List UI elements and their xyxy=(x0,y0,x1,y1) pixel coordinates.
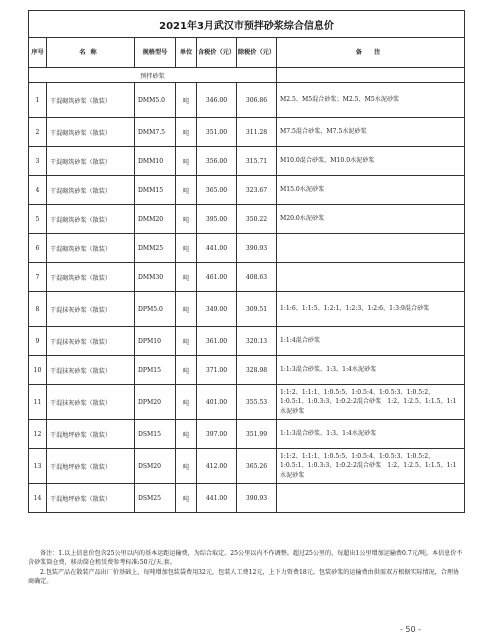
note-line-2: 2.包装产品在散装产品出厂价基础上，每吨增加包装袋费用32元，包装人工费12元，上下力资费18元。包装砂浆的运输费由供需双方根据实际情况，合理协商确定。 xyxy=(28,568,460,586)
price-tax-incl: 346.00 xyxy=(197,83,237,118)
header-no: 序号 xyxy=(29,38,47,68)
header-name: 名称 xyxy=(47,38,135,68)
spec-model: DSM20 xyxy=(135,449,176,484)
remark xyxy=(277,263,465,292)
product-name: 干混抹灰砂浆（散装） xyxy=(47,356,135,385)
table-row xyxy=(29,292,465,327)
product-name: 干混地坪砂浆（散装） xyxy=(47,420,135,449)
table-row xyxy=(29,118,465,147)
row-number: 3 xyxy=(29,147,47,176)
unit: 吨 xyxy=(176,83,197,118)
table-row xyxy=(29,83,465,118)
price-tax-incl: 351.00 xyxy=(197,118,237,147)
row-number: 4 xyxy=(29,176,47,205)
table-row xyxy=(29,234,465,263)
price-tax-excl: 351.99 xyxy=(237,420,277,449)
product-name: 干混砌筑砂浆（散装） xyxy=(47,234,135,263)
unit: 吨 xyxy=(176,385,197,420)
price-tax-excl: 309.51 xyxy=(237,292,277,327)
row-number: 10 xyxy=(29,356,47,385)
spec-model: DMM25 xyxy=(135,234,176,263)
price-tax-incl: 356.00 xyxy=(197,147,237,176)
header-note: 备 注 xyxy=(277,38,465,68)
price-tax-incl: 371.00 xyxy=(197,356,237,385)
price-tax-excl: 355.53 xyxy=(237,385,277,420)
row-number: 8 xyxy=(29,292,47,327)
price-tax-incl: 401.00 xyxy=(197,385,237,420)
note-line-1: 备注：1.以上信息价包含25公里以内的基本运距运输费，为综合取定。25公里以内不作调整。超过25公里的，每超出1公里增加运输费0.7元/吨。本信息价不含砂浆筒仓费，移动筒仓租赁费参考标准:50元/天.套。 xyxy=(28,550,463,567)
spec-model: DMM7.5 xyxy=(135,118,176,147)
product-name: 干混砌筑砂浆（散装） xyxy=(47,205,135,234)
table-row xyxy=(29,385,465,420)
price-tax-excl: 390.93 xyxy=(237,484,277,513)
section-label: 预拌砂浆 xyxy=(29,68,277,83)
price-tax-excl: 350.22 xyxy=(237,205,277,234)
page-number: - 50 - xyxy=(400,625,422,634)
remark: M2.5、M5混合砂浆；M2.5、M5水泥砂浆 xyxy=(277,83,465,118)
remark: 1:1:3混合砂浆、1:3、1:4水泥砂浆 xyxy=(277,420,465,449)
remark xyxy=(277,234,465,263)
product-name: 干混抹灰砂浆（散装） xyxy=(47,292,135,327)
unit: 吨 xyxy=(176,449,197,484)
product-name: 干混砌筑砂浆（散装） xyxy=(47,176,135,205)
product-name: 干混砌筑砂浆（散装） xyxy=(47,83,135,118)
unit: 吨 xyxy=(176,327,197,356)
price-tax-excl: 311.28 xyxy=(237,118,277,147)
spec-model: DMM10 xyxy=(135,147,176,176)
unit: 吨 xyxy=(176,176,197,205)
price-tax-incl: 461.00 xyxy=(197,263,237,292)
unit: 吨 xyxy=(176,263,197,292)
spec-model: DMM20 xyxy=(135,205,176,234)
unit: 吨 xyxy=(176,292,197,327)
table-row xyxy=(29,147,465,176)
page-title: 2021年3月武汉市预拌砂浆综合信息价 xyxy=(29,11,465,38)
price-tax-incl: 349.00 xyxy=(197,292,237,327)
row-number: 13 xyxy=(29,449,47,484)
header-row xyxy=(29,38,465,68)
spec-model: DPM20 xyxy=(135,385,176,420)
remark: 1:1:4混合砂浆 xyxy=(277,327,465,356)
spec-model: DPM15 xyxy=(135,356,176,385)
spec-model: DPM10 xyxy=(135,327,176,356)
remark: 1:1:6、1:1:5、1:2:1、1:2:3、1:2:6、1:3:9混合砂浆 xyxy=(277,292,465,327)
price-tax-incl: 441.00 xyxy=(197,234,237,263)
spec-model: DMM15 xyxy=(135,176,176,205)
product-name: 干混抹灰砂浆（散装） xyxy=(47,327,135,356)
price-tax-incl: 361.00 xyxy=(197,327,237,356)
header-spec: 规格型号 xyxy=(135,38,176,68)
row-number: 14 xyxy=(29,484,47,513)
header-tax-incl: 含税价（元） xyxy=(197,38,237,68)
unit: 吨 xyxy=(176,234,197,263)
price-tax-incl: 441.00 xyxy=(197,484,237,513)
row-number: 5 xyxy=(29,205,47,234)
row-number: 7 xyxy=(29,263,47,292)
row-number: 2 xyxy=(29,118,47,147)
remark: M7.5混合砂浆、M7.5水泥砂浆 xyxy=(277,118,465,147)
unit: 吨 xyxy=(176,118,197,147)
section-note-blank xyxy=(277,68,465,83)
table-row xyxy=(29,205,465,234)
price-tax-excl: 328.98 xyxy=(237,356,277,385)
remark: M15.0水泥砂浆 xyxy=(277,176,465,205)
unit: 吨 xyxy=(176,205,197,234)
price-tax-excl: 408.63 xyxy=(237,263,277,292)
table-row xyxy=(29,420,465,449)
spec-model: DSM25 xyxy=(135,484,176,513)
price-tax-excl: 306.86 xyxy=(237,83,277,118)
table-row xyxy=(29,449,465,484)
remark: M10.0混合砂浆、M10.0水泥砂浆 xyxy=(277,147,465,176)
price-tax-incl: 397.00 xyxy=(197,420,237,449)
table-row xyxy=(29,176,465,205)
remark: M20.0水泥砂浆 xyxy=(277,205,465,234)
unit: 吨 xyxy=(176,356,197,385)
price-tax-incl: 365.00 xyxy=(197,176,237,205)
product-name: 干混地坪砂浆（散装） xyxy=(47,484,135,513)
row-number: 9 xyxy=(29,327,47,356)
product-name: 干混砌筑砂浆（散装） xyxy=(47,118,135,147)
row-number: 11 xyxy=(29,385,47,420)
table-row xyxy=(29,484,465,513)
row-number: 6 xyxy=(29,234,47,263)
price-tax-excl: 323.67 xyxy=(237,176,277,205)
price-tax-excl: 315.71 xyxy=(237,147,277,176)
product-name: 干混砌筑砂浆（散装） xyxy=(47,263,135,292)
table-body xyxy=(29,83,465,513)
remark: 1:1:2、1:1:1、1:0.5:5、1:0.5:4、1:0.5:3、1:0.5:2、1:0.5:1、1:0.3:3、1:0.2:2混合砂浆 1:2、1:2.5、1:1.5、1:1水泥砂浆 xyxy=(277,449,465,484)
spec-model: DMM30 xyxy=(135,263,176,292)
remark xyxy=(277,484,465,513)
price-tax-incl: 395.00 xyxy=(197,205,237,234)
row-number: 1 xyxy=(29,83,47,118)
spec-model: DSM15 xyxy=(135,420,176,449)
product-name: 干混砌筑砂浆（散装） xyxy=(47,147,135,176)
spec-model: DMM5.0 xyxy=(135,83,176,118)
product-name: 干混抹灰砂浆（散装） xyxy=(47,385,135,420)
table-row xyxy=(29,327,465,356)
price-tax-excl: 320.13 xyxy=(237,327,277,356)
header-unit: 单位 xyxy=(176,38,197,68)
price-table xyxy=(28,10,465,513)
table-row xyxy=(29,356,465,385)
row-number: 12 xyxy=(29,420,47,449)
unit: 吨 xyxy=(176,420,197,449)
price-tax-excl: 390.93 xyxy=(237,234,277,263)
table-row xyxy=(29,263,465,292)
price-tax-excl: 365.26 xyxy=(237,449,277,484)
price-tax-incl: 412.00 xyxy=(197,449,237,484)
remark: 1:1:3混合砂浆、1:3、1:4水泥砂浆 xyxy=(277,356,465,385)
unit: 吨 xyxy=(176,484,197,513)
remark: 1:1:2、1:1:1、1:0.5:5、1:0.5:4、1:0.5:3、1:0.5:2、1:0.5:1、1:0.3:3、1:0.2:2混合砂浆 1:2、1:2.5、1:1.5、1:1水泥砂浆 xyxy=(277,385,465,420)
notes xyxy=(28,549,464,587)
header-tax-excl: 除税价（元） xyxy=(237,38,277,68)
unit: 吨 xyxy=(176,147,197,176)
product-name: 干混地坪砂浆（散装） xyxy=(47,449,135,484)
spec-model: DPM5.0 xyxy=(135,292,176,327)
